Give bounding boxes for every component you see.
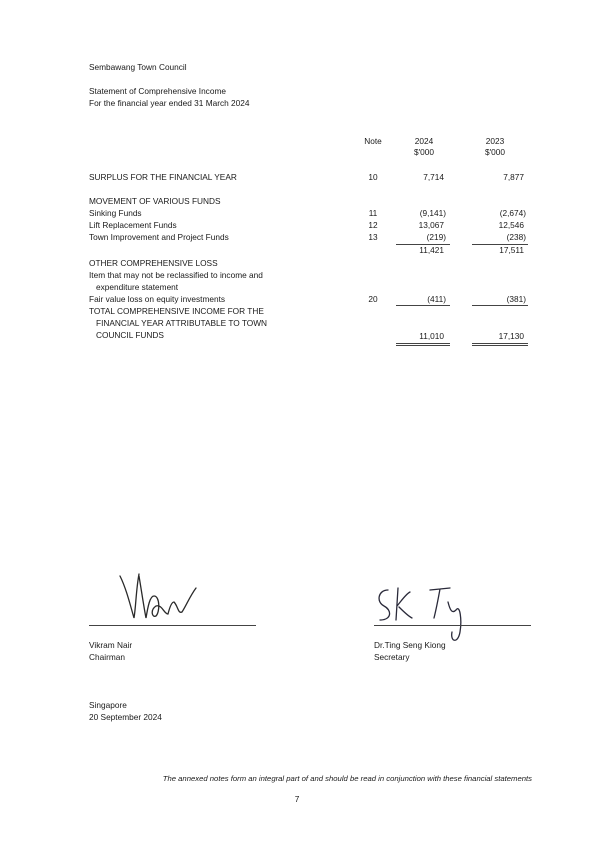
total-label-line-3: COUNCIL FUNDS <box>96 330 164 340</box>
chairman-signature <box>112 566 222 626</box>
total-double-rule-2023-bottom <box>472 345 528 346</box>
row-value-lift-replacement-funds-2023: 12,546 <box>498 220 524 230</box>
row-value-movement-total-2024: 11,421 <box>419 245 444 255</box>
row-value-surplus-2023: 7,877 <box>503 172 524 182</box>
secretary-name: Dr.Ting Seng Kiong <box>374 640 446 650</box>
total-label-line-2: FINANCIAL YEAR ATTRIBUTABLE TO TOWN <box>96 318 268 328</box>
total-double-rule-2024-top <box>396 343 450 344</box>
row-value-sinking-funds-2023: (2,674) <box>499 208 526 218</box>
signing-place: Singapore <box>89 700 127 710</box>
pre-total-rule-2023 <box>472 305 528 306</box>
row-label-town-improvement-funds: Town Improvement and Project Funds <box>89 232 229 242</box>
statement-period: For the financial year ended 31 March 2024 <box>89 98 250 108</box>
signing-date: 20 September 2024 <box>89 712 162 722</box>
statement-title: Statement of Comprehensive Income <box>89 86 226 96</box>
secretary-signature-line <box>374 625 531 626</box>
page-number: 7 <box>294 794 300 804</box>
row-label-sinking-funds: Sinking Funds <box>89 208 142 218</box>
section-subheading-line-2: expenditure statement <box>96 282 179 292</box>
row-value-fair-value-loss-2023: (381) <box>506 294 526 304</box>
row-value-lift-replacement-funds-2024: 13,067 <box>418 220 444 230</box>
total-double-rule-2023-top <box>472 343 528 344</box>
row-note-surplus: 10 <box>368 172 378 182</box>
row-value-town-improvement-funds-2023: (238) <box>506 232 526 242</box>
section-heading-movement: MOVEMENT OF VARIOUS FUNDS <box>89 196 221 206</box>
column-header-year-2024: 2024 <box>414 136 434 146</box>
row-label-surplus: SURPLUS FOR THE FINANCIAL YEAR <box>89 172 237 182</box>
section-subheading-line-1: Item that may not be reclassified to income and <box>89 270 263 280</box>
column-header-unit-2024: $'000 <box>413 147 435 157</box>
row-value-total-2024: 11,010 <box>419 331 444 341</box>
chairman-name: Vikram Nair <box>89 640 133 650</box>
footnote: The annexed notes form an integral part of and should be read in conjunction with these financial statements <box>162 774 532 783</box>
row-note-town-improvement-funds: 13 <box>368 232 378 242</box>
row-note-fair-value-loss: 20 <box>368 294 378 304</box>
row-value-total-2023: 17,130 <box>498 331 524 341</box>
row-value-fair-value-loss-2024: (411) <box>427 294 446 304</box>
row-note-sinking-funds: 11 <box>368 208 378 218</box>
secretary-title: Secretary <box>374 652 410 662</box>
pre-total-rule-2024 <box>396 305 450 306</box>
column-header-year-2023: 2023 <box>485 136 505 146</box>
column-header-note: Note <box>364 136 382 146</box>
row-value-movement-total-2023: 17,511 <box>499 245 524 255</box>
row-value-sinking-funds-2024: (9,141) <box>419 208 446 218</box>
row-label-fair-value-loss: Fair value loss on equity investments <box>89 294 226 304</box>
row-note-lift-replacement-funds: 12 <box>368 220 378 230</box>
total-double-rule-2024-bottom <box>396 345 450 346</box>
chairman-signature-line <box>89 625 256 626</box>
row-label-lift-replacement-funds: Lift Replacement Funds <box>89 220 177 230</box>
section-heading-other-comprehensive-loss: OTHER COMPREHENSIVE LOSS <box>89 258 218 268</box>
row-value-surplus-2024: 7,714 <box>423 172 444 182</box>
chairman-title: Chairman <box>89 652 125 662</box>
organisation-name: Sembawang Town Council <box>89 62 187 72</box>
total-label-line-1: TOTAL COMPREHENSIVE INCOME FOR THE <box>89 306 264 316</box>
column-header-unit-2023: $'000 <box>484 147 506 157</box>
row-value-town-improvement-funds-2024: (219) <box>426 232 446 242</box>
